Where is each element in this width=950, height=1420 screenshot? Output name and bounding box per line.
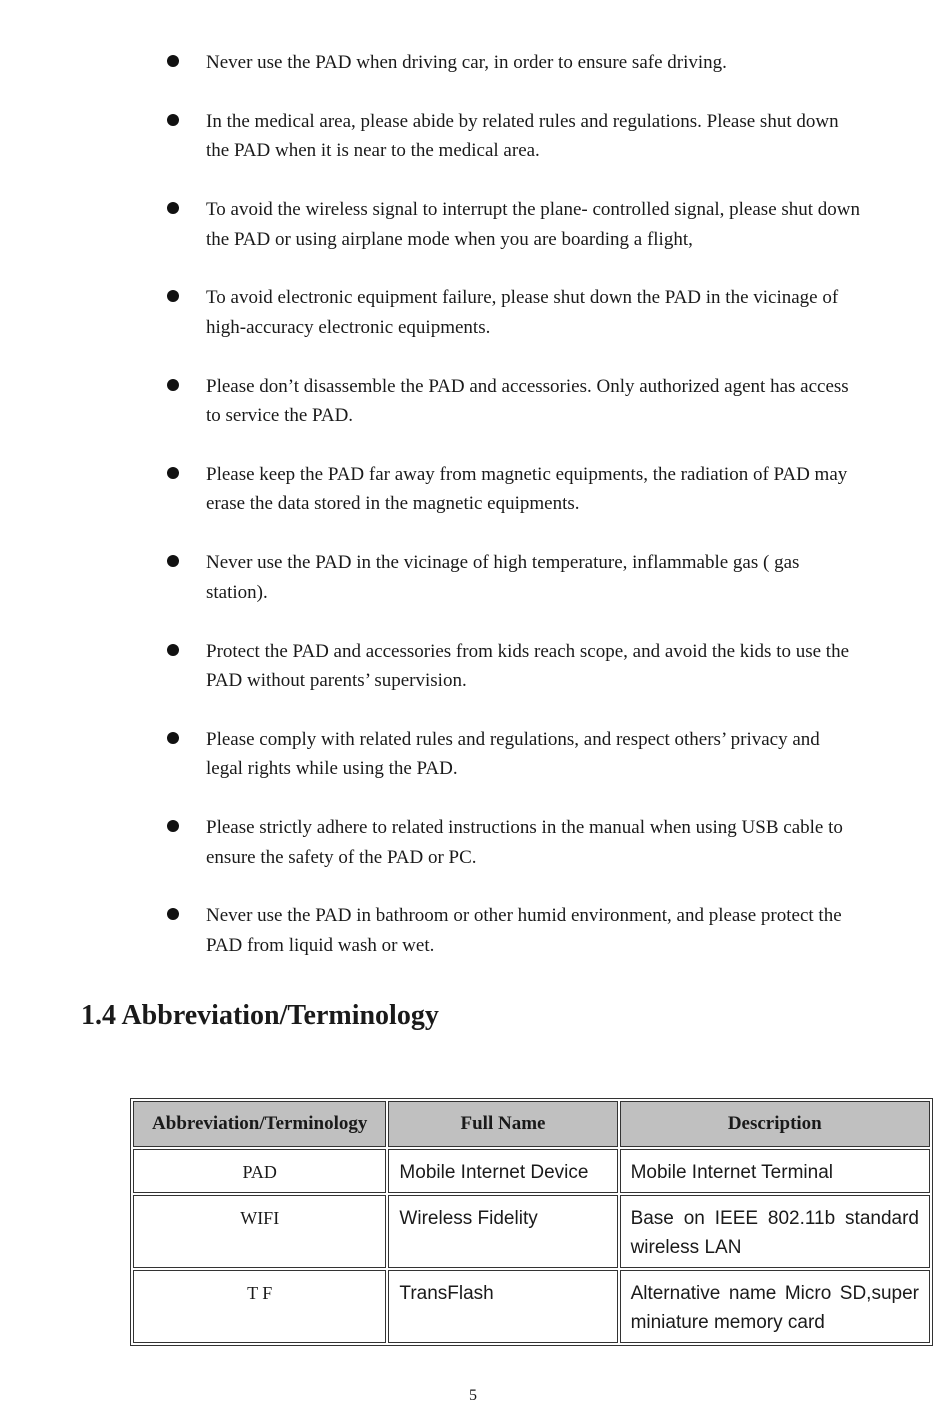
- list-item: [0, 637, 950, 696]
- bullet-dot-icon: [167, 644, 179, 656]
- list-item-text: To avoid electronic equipment failure, please shut down the PAD in the vicinage of high-accuracy electronic equipments.: [206, 287, 839, 338]
- cell-abbreviation: WIFI: [133, 1195, 386, 1268]
- header-description: Description: [620, 1101, 930, 1147]
- bullet-dot-icon: [167, 202, 179, 214]
- list-item: [0, 195, 950, 254]
- list-item: [0, 372, 950, 431]
- list-item-text: In the medical area, please abide by related rules and regulations. Please shut down the PAD when it is near to the medical area.: [206, 110, 839, 162]
- table-row: [133, 1149, 930, 1193]
- cell-description: Base on IEEE 802.11b standard wireless LAN: [620, 1195, 930, 1268]
- cell-full-name: TransFlash: [388, 1270, 617, 1343]
- bullet-dot-icon: [167, 290, 179, 302]
- list-item-text: Please keep the PAD far away from magnetic equipments, the radiation of PAD may erase the data stored in the magnetic equipments.: [206, 463, 848, 515]
- page-number: 5: [469, 1387, 477, 1404]
- bullet-dot-icon: [167, 820, 179, 832]
- cell-abbreviation: T F: [133, 1270, 386, 1343]
- safety-bullet-list: [0, 48, 950, 990]
- list-item: [0, 813, 950, 872]
- section-heading: 1.4 Abbreviation/Terminology: [81, 1000, 439, 1031]
- terminology-table: [130, 1098, 933, 1346]
- list-item-text: To avoid the wireless signal to interrupt the plane- controlled signal, please shut down the PAD or using airplane mode when you are boarding a flight,: [206, 199, 861, 250]
- list-item: [0, 548, 950, 607]
- cell-description: Alternative name Micro SD,super miniature memory card: [620, 1270, 930, 1343]
- header-full-name: Full Name: [388, 1101, 617, 1147]
- list-item-text: Please don’t disassemble the PAD and accessories. Only authorized agent has access to service the PAD.: [206, 375, 849, 427]
- list-item: [0, 48, 950, 78]
- bullet-dot-icon: [167, 114, 179, 126]
- list-item-text: Never use the PAD when driving car, in order to ensure safe driving.: [206, 52, 727, 73]
- list-item: [0, 901, 950, 960]
- bullet-dot-icon: [167, 732, 179, 744]
- table-header-row: [133, 1101, 930, 1147]
- list-item: [0, 283, 950, 342]
- table-row: [133, 1195, 930, 1268]
- list-item: [0, 460, 950, 519]
- list-item: [0, 107, 950, 166]
- list-item-text: Never use the PAD in the vicinage of high temperature, inflammable gas ( gas station).: [206, 552, 800, 603]
- list-item-text: Please strictly adhere to related instructions in the manual when using USB cable to ensure the safety of the PAD or PC.: [206, 817, 843, 868]
- bullet-dot-icon: [167, 467, 179, 479]
- header-abbreviation: Abbreviation/Terminology: [133, 1101, 386, 1147]
- cell-full-name: Mobile Internet Device: [388, 1149, 617, 1193]
- bullet-dot-icon: [167, 55, 179, 67]
- list-item-text: Please comply with related rules and regulations, and respect others’ privacy and legal rights while using the PAD.: [206, 728, 820, 780]
- list-item: [0, 725, 950, 784]
- bullet-dot-icon: [167, 555, 179, 567]
- cell-description: Mobile Internet Terminal: [620, 1149, 930, 1193]
- cell-full-name: Wireless Fidelity: [388, 1195, 617, 1268]
- table-row: [133, 1270, 930, 1343]
- cell-abbreviation: PAD: [133, 1149, 386, 1193]
- bullet-dot-icon: [167, 908, 179, 920]
- list-item-text: Never use the PAD in bathroom or other humid environment, and please protect the PAD from liquid wash or wet.: [206, 905, 842, 956]
- list-item-text: Protect the PAD and accessories from kids reach scope, and avoid the kids to use the PAD without parents’ supervision.: [206, 640, 850, 692]
- bullet-dot-icon: [167, 379, 179, 391]
